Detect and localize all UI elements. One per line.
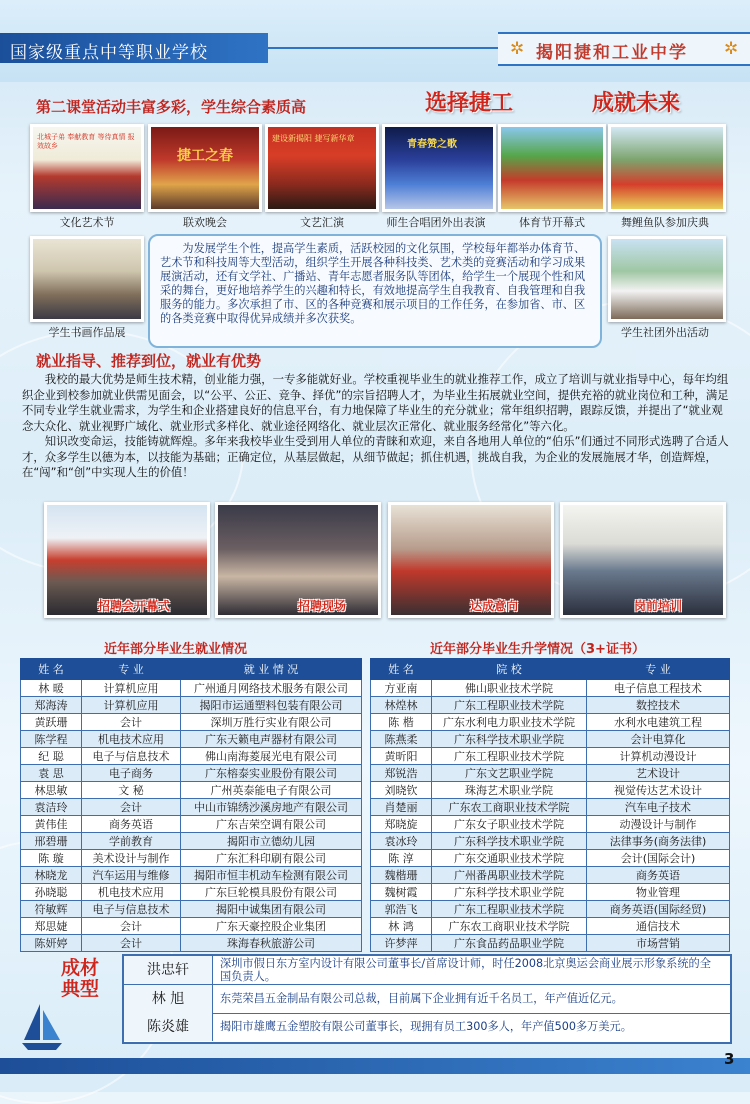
table-cell: 广东天籁电声器材有限公司 bbox=[181, 731, 362, 748]
caption-job-fair-site: 招聘现场 bbox=[298, 599, 347, 613]
table-row bbox=[371, 714, 730, 731]
table-row bbox=[21, 867, 362, 884]
table-cell: 艺术设计 bbox=[587, 765, 730, 782]
table-row bbox=[371, 748, 730, 765]
table-cell: 珠海春秋旅游公司 bbox=[181, 935, 362, 952]
table-row bbox=[21, 697, 362, 714]
column-header: 专 业 bbox=[82, 659, 181, 680]
table-cell: 符敏辉 bbox=[21, 901, 82, 918]
section-title-activities: 第二课堂活动丰富多彩，学生综合素质高 bbox=[36, 98, 307, 116]
photo-performance bbox=[265, 124, 379, 212]
table-row bbox=[371, 901, 730, 918]
table-cell: 刘晓钦 bbox=[371, 782, 432, 799]
table-cell: 中山市锦绣沙溪房地产有限公司 bbox=[181, 799, 362, 816]
table-cell: 袁 思 bbox=[21, 765, 82, 782]
table-cell: 会计(国际会计) bbox=[587, 850, 730, 867]
table-row bbox=[371, 680, 730, 697]
table-row bbox=[371, 935, 730, 952]
photo-carp-dance bbox=[608, 124, 726, 212]
table-cell: 肖楚丽 bbox=[371, 799, 432, 816]
table-cell: 袁冰玲 bbox=[371, 833, 432, 850]
table-row bbox=[21, 680, 362, 697]
talent-desc: 东莞荣昌五金制品有限公司总裁，目前属下企业拥有近千名员工，年产值近亿元。 bbox=[220, 992, 623, 1005]
table-cell: 陈 璇 bbox=[21, 850, 82, 867]
caption-carp-dance: 舞鲤鱼队参加庆典 bbox=[621, 216, 709, 229]
photo-sign: 建设新揭阳 捷写新华章 bbox=[272, 134, 355, 143]
table-cell: 魏楷珊 bbox=[371, 867, 432, 884]
table-cell: 广东工程职业技术学院 bbox=[432, 697, 587, 714]
table-row bbox=[21, 782, 362, 799]
table-row bbox=[21, 748, 362, 765]
table-cell: 电子与信息技术 bbox=[82, 748, 181, 765]
table-cell: 动漫设计与制作 bbox=[587, 816, 730, 833]
table-cell: 佛山职业技术学院 bbox=[432, 680, 587, 697]
table-cell: 广东天豪控股企业集团 bbox=[181, 918, 362, 935]
header-divider bbox=[268, 47, 498, 49]
school-name: 揭阳捷和工业中学 bbox=[536, 43, 688, 63]
table-cell: 电子信息工程技术 bbox=[587, 680, 730, 697]
footer-band bbox=[0, 1058, 750, 1074]
caption-choir: 师生合唱团外出表演 bbox=[386, 216, 486, 229]
table-cell: 许梦萍 bbox=[371, 935, 432, 952]
table-cell: 会计 bbox=[82, 918, 181, 935]
study-table bbox=[370, 658, 730, 952]
table-cell: 广州通月网络技术服务有限公司 bbox=[181, 680, 362, 697]
table-cell: 林思敏 bbox=[21, 782, 82, 799]
page-header bbox=[0, 0, 750, 82]
caption-calligraphy-exhibit: 学生书画作品展 bbox=[48, 326, 126, 339]
table-cell: 广东科学技术职业学院 bbox=[432, 884, 587, 901]
table-cell: 黄伟佳 bbox=[21, 816, 82, 833]
table-cell: 邢碧珊 bbox=[21, 833, 82, 850]
table-cell: 深圳万胜行实业有限公司 bbox=[181, 714, 362, 731]
talent-row bbox=[124, 956, 730, 985]
employment-table-body bbox=[21, 680, 362, 952]
employment-paragraph-2: 知识改变命运，技能铸就辉煌。多年来我校毕业生受到用人单位的青睐和欢迎，来自各地用人单位的“伯乐”们通过不同形式选聘了合适人才，众多学生以德为本，以技能为基础；正确定位，从基层做起，从细节做起；抓住机遇，挑战自我，为企业的发展施展才华，创造辉煌，在“闯”和“创”中实现人生的价值！ bbox=[22, 434, 729, 479]
sailboat-logo-icon bbox=[18, 1000, 66, 1054]
talent-desc: 深圳市假日东方室内设计有限公司董事长/首席设计师，时任2008北京奥运会商业展示形象系统的全国负责人。 bbox=[220, 957, 711, 983]
table-cell: 机电技术应用 bbox=[82, 884, 181, 901]
talent-name: 林 旭 bbox=[124, 985, 213, 1013]
photo-sign: 捷工之春 bbox=[177, 148, 233, 164]
section-title-employment: 就业指导、推荐到位，就业有优势 bbox=[36, 352, 262, 370]
page-number: 3 bbox=[724, 1050, 735, 1068]
table-cell: 会计 bbox=[82, 799, 181, 816]
table-cell: 林 鸿 bbox=[371, 918, 432, 935]
table-cell: 计算机应用 bbox=[82, 680, 181, 697]
table-cell: 揭阳市恒丰机动车检测有限公司 bbox=[181, 867, 362, 884]
photo-culture-festival bbox=[30, 124, 144, 212]
photo-choir bbox=[382, 124, 496, 212]
table-row bbox=[371, 833, 730, 850]
table-row bbox=[21, 765, 362, 782]
talent-desc: 揭阳市雄鹰五金塑胶有限公司董事长，现拥有员工300多人，年产值500多万美元。 bbox=[220, 1020, 632, 1033]
table-cell: 袁洁玲 bbox=[21, 799, 82, 816]
table-cell: 广东科学技术职业学院 bbox=[432, 833, 587, 850]
table-cell: 商务英语 bbox=[587, 867, 730, 884]
table-cell: 揭阳市立德幼儿园 bbox=[181, 833, 362, 850]
table-row bbox=[21, 918, 362, 935]
table-row bbox=[371, 850, 730, 867]
table-cell: 佛山南海菱展光电有限公司 bbox=[181, 748, 362, 765]
school-banner bbox=[0, 33, 268, 63]
table-cell: 学前教育 bbox=[82, 833, 181, 850]
table-cell: 汽车电子技术 bbox=[587, 799, 730, 816]
table-cell: 揭阳市运通塑料包装有限公司 bbox=[181, 697, 362, 714]
photo-sign: 青春赞之歌 bbox=[407, 139, 457, 150]
caption-culture-festival: 文化艺术节 bbox=[59, 216, 115, 229]
table-cell: 会计电算化 bbox=[587, 731, 730, 748]
caption-party: 联欢晚会 bbox=[183, 216, 227, 229]
table-row bbox=[21, 901, 362, 918]
column-header: 就 业 情 况 bbox=[181, 659, 362, 680]
table-cell: 黄跃珊 bbox=[21, 714, 82, 731]
caption-sports-opening: 体育节开幕式 bbox=[519, 216, 585, 229]
gear-icon: ✲ bbox=[724, 39, 739, 59]
table-row bbox=[21, 833, 362, 850]
table-cell: 广东交通职业技术学院 bbox=[432, 850, 587, 867]
table-cell: 陈妍婷 bbox=[21, 935, 82, 952]
caption-club-outing: 学生社团外出活动 bbox=[621, 326, 709, 339]
table-cell: 广东巨轮模具股份有限公司 bbox=[181, 884, 362, 901]
table-cell: 广东农工商职业技术学院 bbox=[432, 918, 587, 935]
table-cell: 林 暖 bbox=[21, 680, 82, 697]
table-row bbox=[21, 731, 362, 748]
study-table-title: 近年部分毕业生升学情况（3+证书） bbox=[430, 642, 645, 657]
table-row bbox=[371, 867, 730, 884]
column-header: 院 校 bbox=[432, 659, 587, 680]
employment-paragraph-1: 我校的最大优势是师生技术精，创业能力强，一专多能就好业。学校重视毕业生的就业推荐工作，成立了培训与就业指导中心，每年均组织企业到校参加就业供需见面会，以“公平、公正、竞争、择优”的宗旨招聘人才，为毕业生拓展就业空间，提供充裕的就业岗位和工种，满足不同专业学生就业需求，为学生和企业搭建良好的信息平台，有力地保障了毕业生的充分就业；常年组织招聘，跟踪反馈，并提出了“就业观念大众化、就业视野广域化、就业形式多样化、就业途径网络化、就业层次正常化、就业服务经常化”等六化。 bbox=[22, 372, 729, 433]
table-cell: 计算机动漫设计 bbox=[587, 748, 730, 765]
study-table-body bbox=[371, 680, 730, 952]
table-row bbox=[21, 884, 362, 901]
table-cell: 揭阳中诚集团有限公司 bbox=[181, 901, 362, 918]
table-cell: 商务英语(国际经贸) bbox=[587, 901, 730, 918]
table-cell: 广东吉荣空调有限公司 bbox=[181, 816, 362, 833]
table-cell: 郭浩飞 bbox=[371, 901, 432, 918]
caption-job-fair-opening: 招聘会开幕式 bbox=[98, 599, 171, 613]
table-cell: 广东食品药品职业学院 bbox=[432, 935, 587, 952]
school-banner-text: 国家级重点中等职业学校 bbox=[10, 43, 208, 63]
talent-name: 洪忠轩 bbox=[124, 956, 213, 984]
table-cell: 陈 淳 bbox=[371, 850, 432, 867]
photo-party bbox=[148, 124, 262, 212]
photo-sports-opening bbox=[498, 124, 606, 212]
table-cell: 视觉传达艺术设计 bbox=[587, 782, 730, 799]
table-cell: 会计 bbox=[82, 935, 181, 952]
table-cell: 会计 bbox=[82, 714, 181, 731]
gear-icon: ✲ bbox=[510, 39, 525, 59]
talent-box bbox=[122, 954, 732, 1044]
table-cell: 广东文艺职业学院 bbox=[432, 765, 587, 782]
table-cell: 陈 楷 bbox=[371, 714, 432, 731]
photo-calligraphy-exhibit bbox=[30, 236, 144, 322]
table-cell: 文 秘 bbox=[82, 782, 181, 799]
table-row bbox=[371, 918, 730, 935]
activities-intro-box bbox=[148, 234, 602, 348]
table-cell: 黄昕阳 bbox=[371, 748, 432, 765]
table-cell: 广东女子职业技术学院 bbox=[432, 816, 587, 833]
table-cell: 电子商务 bbox=[82, 765, 181, 782]
table-cell: 电子与信息技术 bbox=[82, 901, 181, 918]
employment-table bbox=[20, 658, 362, 952]
column-header: 姓 名 bbox=[371, 659, 432, 680]
table-cell: 郑锐浩 bbox=[371, 765, 432, 782]
table-cell: 陈学程 bbox=[21, 731, 82, 748]
table-cell: 广东工程职业技术学院 bbox=[432, 748, 587, 765]
table-cell: 计算机应用 bbox=[82, 697, 181, 714]
table-cell: 郑晓旋 bbox=[371, 816, 432, 833]
table-cell: 魏树霞 bbox=[371, 884, 432, 901]
table-cell: 市场营销 bbox=[587, 935, 730, 952]
table-cell: 机电技术应用 bbox=[82, 731, 181, 748]
table-cell: 美术设计与制作 bbox=[82, 850, 181, 867]
table-cell: 广东水利电力职业技术学院 bbox=[432, 714, 587, 731]
table-cell: 广东汇科印刷有限公司 bbox=[181, 850, 362, 867]
table-cell: 广州英泰能电子有限公司 bbox=[181, 782, 362, 799]
table-row bbox=[371, 884, 730, 901]
table-row bbox=[21, 816, 362, 833]
table-cell: 林煌林 bbox=[371, 697, 432, 714]
table-row bbox=[21, 799, 362, 816]
photo-club-outing bbox=[608, 236, 726, 322]
caption-performance: 文艺汇演 bbox=[300, 216, 344, 229]
table-row bbox=[371, 731, 730, 748]
table-cell: 物业管理 bbox=[587, 884, 730, 901]
talent-name: 陈炎雄 bbox=[124, 1013, 213, 1041]
table-row bbox=[21, 935, 362, 952]
table-cell: 陈燕柔 bbox=[371, 731, 432, 748]
table-cell: 郑思婕 bbox=[21, 918, 82, 935]
talent-row bbox=[124, 985, 730, 1014]
table-row bbox=[371, 799, 730, 816]
activities-intro-text: 为发展学生个性，提高学生素质，活跃校园的文化氛围，学校每年都举办体育节、艺术节和科技周等大型活动，组织学生开展各种科技类、艺术类的竞赛活动和学习成果展演活动，还有文学社、广播站、青年志愿者服务队等团体，给学生一个展现个性和风采的舞台，更好地培养学生的兴趣和特长，有效地提高学生自我教育、自我管理和自我服务的能力。多次承担了市、区的各种竞赛和展示项目的工作任务，在参加省、市、区的各类竞赛中取得优异成绩并多次获奖。 bbox=[160, 242, 586, 325]
table-cell: 郑海涛 bbox=[21, 697, 82, 714]
table-cell: 数控技术 bbox=[587, 697, 730, 714]
table-cell: 水利水电建筑工程 bbox=[587, 714, 730, 731]
employment-table-title: 近年部分毕业生就业情况 bbox=[104, 642, 248, 657]
table-row bbox=[21, 850, 362, 867]
talent-row bbox=[124, 1013, 730, 1041]
photo-sign: 北城子弟 奉献教育 等待真情 报效故乡 bbox=[37, 133, 135, 150]
table-cell: 广东榕泰实业股份有限公司 bbox=[181, 765, 362, 782]
column-header: 姓 名 bbox=[21, 659, 82, 680]
table-cell: 纪 聪 bbox=[21, 748, 82, 765]
table-row bbox=[371, 782, 730, 799]
table-cell: 广东工程职业技术学院 bbox=[432, 901, 587, 918]
table-cell: 林晓龙 bbox=[21, 867, 82, 884]
employment-body bbox=[22, 372, 730, 481]
caption-training: 岗前培训 bbox=[634, 599, 683, 613]
table-cell: 汽车运用与维修 bbox=[82, 867, 181, 884]
table-row bbox=[371, 765, 730, 782]
table-cell: 方亚南 bbox=[371, 680, 432, 697]
table-row bbox=[371, 697, 730, 714]
table-cell: 广东农工商职业技术学院 bbox=[432, 799, 587, 816]
table-row bbox=[21, 714, 362, 731]
talent-label: 成材典型 bbox=[60, 957, 99, 1000]
school-name-band bbox=[498, 32, 750, 66]
column-header: 专 业 bbox=[587, 659, 730, 680]
table-cell: 法律事务(商务法律) bbox=[587, 833, 730, 850]
slogan-left: 选择捷工 bbox=[425, 90, 514, 116]
table-cell: 商务英语 bbox=[82, 816, 181, 833]
table-cell: 孙晓聪 bbox=[21, 884, 82, 901]
table-cell: 珠海艺术职业学院 bbox=[432, 782, 587, 799]
table-cell: 广东科学技术职业学院 bbox=[432, 731, 587, 748]
table-cell: 通信技术 bbox=[587, 918, 730, 935]
table-cell: 广州番禺职业技术学院 bbox=[432, 867, 587, 884]
slogan-right: 成就未来 bbox=[592, 90, 681, 116]
caption-agreement: 达成意向 bbox=[470, 599, 519, 613]
table-row bbox=[371, 816, 730, 833]
